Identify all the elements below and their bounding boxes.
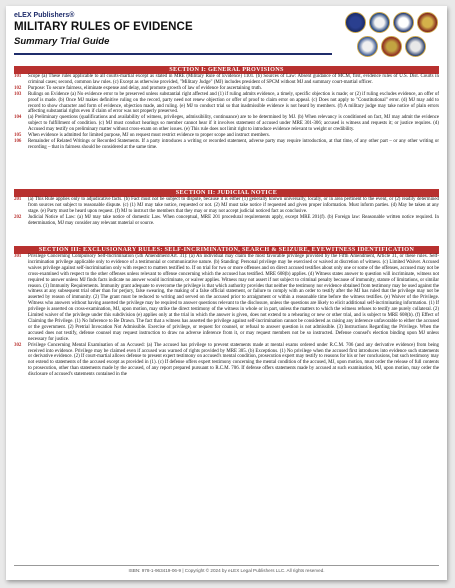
rule-number: 104 — [14, 115, 22, 121]
seal-icon — [369, 12, 390, 33]
section-judicial-notice — [14, 189, 439, 227]
rule-text: (a) Preliminary questions (qualifications and availability of witness, privileges, admissibility, continuance) are to be determined by MJ. (b) When relevancy is conditioned on fact, MJ may admit the evidence subject to fulfillment of condition. (c) MJ must conduct hearings so member cannot hear if it involves statement of accused under MRE 301-306; accused is witness and requests it; or justice requires. (d) Accused may testify on preliminary matter without cross-exam on other issues. (e) This rule does not limit right to introduce evidence relevant to weight or credibility. — [28, 115, 439, 133]
rule-text: Judicial Notice of Law: (a) MJ may take notice of domestic Law. When conceptual, MRE 201 procedural requirements apply, except MRE 201(f). (b) Foreign law: Reasonable written notice required. In determination, MJ may consider any relevant material or source. — [28, 214, 439, 226]
section-heading: SECTION II: JUDICIAL NOTICE — [14, 189, 439, 197]
service-seals — [321, 12, 439, 58]
page — [6, 6, 447, 580]
rule-text: (a) This Rule applies only to adjudicative facts. (b) Fact must not be subject to dispute, because it is either (1) generally known universally, locally, or in area pertinent to the event, or (2) readily determined from sources not subject to reasonable dispute. (c) (1) MJ may take notice, requested or not. (2) MJ must take notice if requested and given proper information. Must inform parties. (d) May be taken at any stage. (e) Party must be heard upon request. (f) MJ to instruct the members that they may or may not accept judicial noticed fact as conclusive. — [28, 197, 439, 214]
rule-text: Privilege Concerning Mental Examination of an Accused: (a) The accused has privilege to prevent statements made at mental exams ordered under R.C.M. 706 (and any derivative evidence) from being received into evidence. Privilege may be claimed even if accused was warned of rights provided by MRE 305. (b) Exceptions. (1) No privilege when the accused first introduces into evidence such statements or derivative evidence. (2) If court-martial allows defense to present expert testimony on accused's mental condition, prosecution expert may testify to reasons for his or her conclusions, but such testimony may not extend to statements of the accused except as provided in (1). (c) If defense offers expert testimony concerning the mental condition of the accused, MJ, upon motion, must order the release of full contents to prosecution, other than statements made by the accused, of any report prepared pursuant to R.C.M. 706. If defense offers statements made by accused at such examination, MJ, upon motion, may order the disclosure of accused's statements contained in the — [28, 342, 439, 378]
rule-text: Remainder of Related Writings or Recorded Statements. If a party introduces a writing or recorded statement, adverse party may require introduction, at that time, of any other part – or any other writing or recording – that in fairness should be considered at the same time. — [28, 138, 439, 150]
rule-number: 101 — [14, 74, 22, 79]
rule-row — [14, 215, 439, 227]
header — [14, 12, 439, 66]
rule-number: 103 — [14, 91, 22, 97]
rule-row — [14, 115, 439, 133]
rule-row — [14, 139, 439, 151]
rule-text: Rulings on Evidence (a) No evidence error to be preserved unless substantial right affected and (1) if ruling admits evidence, a timely, specific objection is made; or (2) if ruling excludes evidence, an offer of proof is made. (b) Once MJ makes definitive ruling on the record, party need not renew objection or offer of proof to claim error on appeal. (c) Does not apply to "Constitutional" error. (d) MJ may add to record to show character and form of evidence, objection made, and ruling. (e) MJ to conduct trial so that inadmissible evidence is not heard by members. (f) A military judge may take notice of plain errors affecting substantial rights even if claim of error was not properly preserved. — [28, 91, 439, 115]
rule-text: When evidence is admitted for limited purpose, MJ on request must restrict evidence to proper scope and instruct members. — [28, 133, 271, 139]
rule-row — [14, 74, 439, 86]
rule-text: Privilege Concerning Compulsory Self-Incrimination (5th Amendment/Art. 31): (a) An individual may claim the most favorable privilege provided by the Fifth Amendment, Article 31, or these rules. Self-incrimination privilege applicable only to evidence of a testimonial or communicative nature. (b) Standing: Personal privilege may be exercised or waived at discretion of witness. (c) Limited Waiver. Accused waives privilege against self-incrimination only with respect to matters testified to. If on trial for two or more offenses and on direct accused testifies about only one or some of the offenses, accused may not be cross-examined with respect to the other offenses unless relevant to offense concerning which the accused has testified. MRE 608(b) applies. (d) Witness states answer to question will incriminate, witness not required to answer unless MJ finds facts indicate no answer would incriminate, or waiver applies. Witness may not assert if not subject to criminal penalty because of immunity, statute of limitations, or similar reason. (1) Immunity Requirements. Immunity grant adequate to overcome the privilege is that which authority provides that neither the testimony nor evidence obtained from testimony may be used against the witness at any subsequent trial other than for perjury, false swearing, the making of a false official statement, or failure to comply with an order to testify after the MJ has ruled that the privilege may not be asserted by reason of immunity. (2) The grant must be reduced to writing and served on the accused prior to arraignment or within a reasonable time before the witness testifies. (e) Waiver of the Privilege. Witness who answers without having asserted the privilege may be required to answer questions relevant to the disclosure, unless the questions are likely to elicit additional self-incriminating information. (1) If privilege is asserted on cross-examination, MJ, upon motion, may strike the direct testimony of the witness in whole or in part, unless the matters to which the witness refuses to testify are purely collateral. (2) Limited waiver of the privilege under this subdivision (e) applies only at the trial in which the answer is given, does not extend to a rehearing or new or other trial, and is subject to MRE 608(b). (f) Effect of Claiming the Privilege. (1) No Inference to Be Drawn. The fact that a witness has asserted the privilege against self-incrimination cannot be considered as raising any inference unfavorable to either the accused or the government. (2) Pretrial Invocation Not Admissible. Exercise of privilege, or request for counsel, or refusal to answer question is not admissible. (3) Instructions Regarding the Privilege. When the accused does not testify, defense counsel may request instruction to draw no adverse inference from it, or may request members not be so instructed. Defense counsel's election binding upon MJ unless necessary for justice. — [28, 254, 439, 342]
publisher-name: eLEX Publishers® — [14, 12, 75, 19]
title-divider — [14, 53, 332, 55]
footer-divider — [14, 565, 439, 566]
rule-number: 301 — [14, 254, 22, 259]
document-title: MILITARY RULES OF EVIDENCE — [14, 21, 193, 33]
copyright-footer: ISBN: 978-1-963419-06-9 | Copyright © 2024 by eLEX Legal Publishers LLC. All rights reserved. — [128, 568, 325, 573]
document-subtitle: Summary Trial Guide — [14, 36, 110, 47]
rule-number: 106 — [14, 138, 22, 144]
section-general-provisions — [14, 66, 439, 151]
rule-number: 302 — [14, 342, 22, 348]
seal-icon — [417, 12, 438, 33]
section-heading: SECTION I: GENERAL PROVISIONS — [14, 66, 439, 74]
rule-row — [14, 254, 439, 343]
rule-row — [14, 92, 439, 116]
section-heading: SECTION III: EXCLUSIONARY RULES: SELF-INCRIMINATION, SEARCH & SEIZURE, EYEWITNESS IDENTIFICATION — [14, 246, 439, 254]
seal-icon — [405, 36, 426, 57]
rule-number: 202 — [14, 214, 22, 220]
rule-row — [14, 343, 439, 378]
seal-icon — [381, 36, 402, 57]
seal-icon — [393, 12, 414, 33]
rule-number: 102 — [14, 85, 22, 91]
rule-text: Purpose: To secure fairness, eliminate expense and delay, and promote growth of law of evidence for ascertaining truth. — [28, 85, 262, 91]
rule-row — [14, 197, 439, 215]
seal-icon — [357, 36, 378, 57]
section-exclusionary-rules — [14, 246, 439, 378]
rule-text: Scope (a) These rules applicable to all courts-martial except as stated in MRE (Military Rule of Evidence) 1101. (b) Sources of Law: Absent guidance of MCM, first, evidence rules of U.S. Dist. Courts in criminal cases; second, common law rules. (c) Except as otherwise provided, "Military Judge" (MJ) includes president of SPCM without MJ and summary court-martial officer. — [28, 74, 439, 85]
rule-number: 201 — [14, 197, 22, 202]
rule-number: 105 — [14, 133, 22, 139]
seal-icon — [345, 12, 366, 33]
